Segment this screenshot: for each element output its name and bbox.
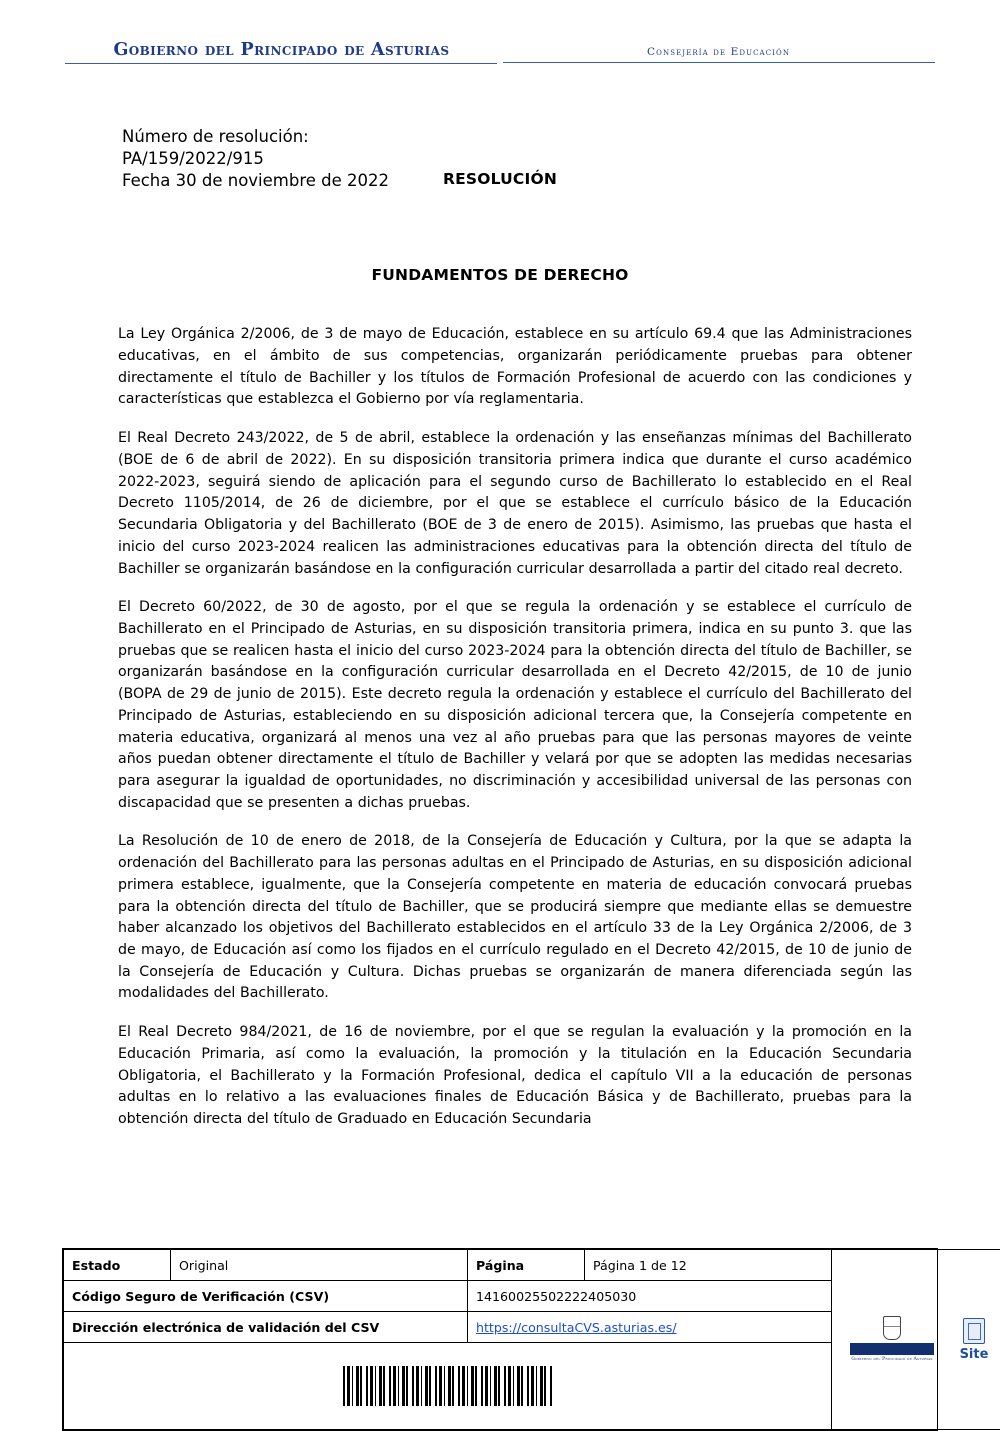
paragraph: El Real Decreto 984/2021, de 16 de noviembre, por el que se regulan la evaluación y la promoción en la Educación Primaria, así como la evaluación, la promoción y la titulación en la Educación Secundaria Obligatoria, el Bachillerato y la Formación Profesional, dedica el capítulo VII a la educación de personas adultas en lo relativo a las evaluaciones finales de Educación Básica y de Bachillerato, pruebas para la obtención directa del título de Graduado en Educación Secundaria	[118, 1022, 912, 1131]
header-department: Consejería de Educación	[503, 46, 935, 63]
csv-validation-link[interactable]: https://consultaCVS.asturias.es/	[476, 1320, 677, 1335]
csv-label: Código Seguro de Verificación (CSV)	[64, 1281, 468, 1312]
gobierno-logo-text: Gobierno del Principado de Asturias	[851, 1357, 932, 1363]
resolution-number-label: Número de resolución:	[122, 126, 1000, 148]
resolution-date: Fecha 30 de noviembre de 2022	[122, 170, 1000, 192]
section-title: FUNDAMENTOS DE DERECHO	[0, 266, 1000, 284]
paragraph: El Real Decreto 243/2022, de 5 de abril, establece la ordenación y las enseñanzas mínimas del Bachillerato (BOE de 6 de abril de 2022). En su disposición transitoria primera indica que durante el curso académico 2022-2023, seguirá siendo de aplicación para el segundo curso de Bachillerato lo establecido en el Real Decreto 1105/2014, de 26 de diciembre, por el que se establece el currículo básico de la Educación Secundaria Obligatoria y del Bachillerato (BOE de 3 de enero de 2015). Asimismo, las pruebas que hasta el inicio del curso 2023-2024 realicen las administraciones educativas para la obtención directa del título de Bachiller se organizarán basándose en la configuración curricular desarrollada a partir del citado real decreto.	[118, 428, 912, 580]
gobierno-logo	[849, 1316, 935, 1363]
site-logo	[945, 1318, 1000, 1362]
paragraph: La Ley Orgánica 2/2006, de 3 de mayo de Educación, establece en su artículo 69.4 que las Administraciones educativas, en el ámbito de sus competencias, organizarán periódicamente pruebas para obtener directamente el título de Bachiller y los títulos de Formación Profesional de acuerdo con las condiciones y características que establezca el Gobierno por vía reglamentaria.	[118, 324, 912, 411]
pagina-value: Página 1 de 12	[585, 1250, 832, 1281]
header-organization: Gobierno del Principado de Asturias	[65, 40, 497, 64]
barcode-image	[343, 1366, 553, 1406]
paragraph: La Resolución de 10 de enero de 2018, de la Consejería de Educación y Cultura, por la que se adapta la ordenación del Bachillerato para las personas adultas en el Principado de Asturias, en su disposición adicional primera establece, igualmente, que la Consejería competente en materia de educación convocará pruebas para la obtención directa del título de Bachiller, que se producirá siempre que mediante ellas se demuestre haber alcanzado los objetivos del Bachillerato establecidos en el artículo 33 de la Ley Orgánica 2/2006, de 3 de mayo, de Educación así como los fijados en el currículo regulado en el Decreto 42/2015, de 10 de junio de la Consejería de Educación y Cultura. Dichas pruebas se organizarán de manera diferenciada según las modalidades del Bachillerato.	[118, 831, 912, 1005]
paragraph: El Decreto 60/2022, de 30 de agosto, por el que se regula la ordenación y se establece el currículo de Bachillerato en el Principado de Asturias, en su disposición transitoria primera, indica en su punto 3. que las pruebas que se realicen hasta el inicio del curso 2023-2024 para la obtención directa del título de Bachiller, se organizarán basándose en la configuración curricular desarrollada en el Decreto 42/2015, de 10 de junio (BOPA de 29 de junio de 2015). Este decreto regula la ordenación y establece el currículo del Bachillerato del Principado de Asturias, estableciendo en su disposición adicional tercera que, la Consejería competente en materia educativa, organizará al menos una vez al año pruebas para que las personas mayores de veinte años puedan obtener directamente el título de Bachiller y velará por que se adopten las medidas necesarias para asegurar la igualdad de oportunidades, no discriminación y accesibilidad universal de las personas con discapacidad que se presenten a dichas pruebas.	[118, 597, 912, 814]
table-row	[64, 1250, 1000, 1281]
site-mark-icon	[963, 1318, 985, 1344]
footer-logos-cell	[832, 1250, 1000, 1430]
gobierno-logo-bar	[850, 1343, 934, 1355]
shield-icon	[883, 1316, 901, 1340]
resolution-number-value: PA/159/2022/915	[122, 148, 1000, 170]
document-body	[118, 324, 912, 1130]
estado-label: Estado	[64, 1250, 171, 1281]
footer-verification-block	[62, 1248, 938, 1431]
barcode-cell	[64, 1343, 832, 1430]
estado-value: Original	[171, 1250, 468, 1281]
document-header	[0, 0, 1000, 64]
pagina-label: Página	[468, 1250, 585, 1281]
validacion-label: Dirección electrónica de validación del CSV	[64, 1312, 468, 1343]
site-logo-text: Site	[960, 1347, 989, 1362]
resolution-title: RESOLUCIÓN	[0, 170, 1000, 188]
validacion-value-cell	[468, 1312, 832, 1343]
csv-value: 14160025502222405030	[468, 1281, 832, 1312]
